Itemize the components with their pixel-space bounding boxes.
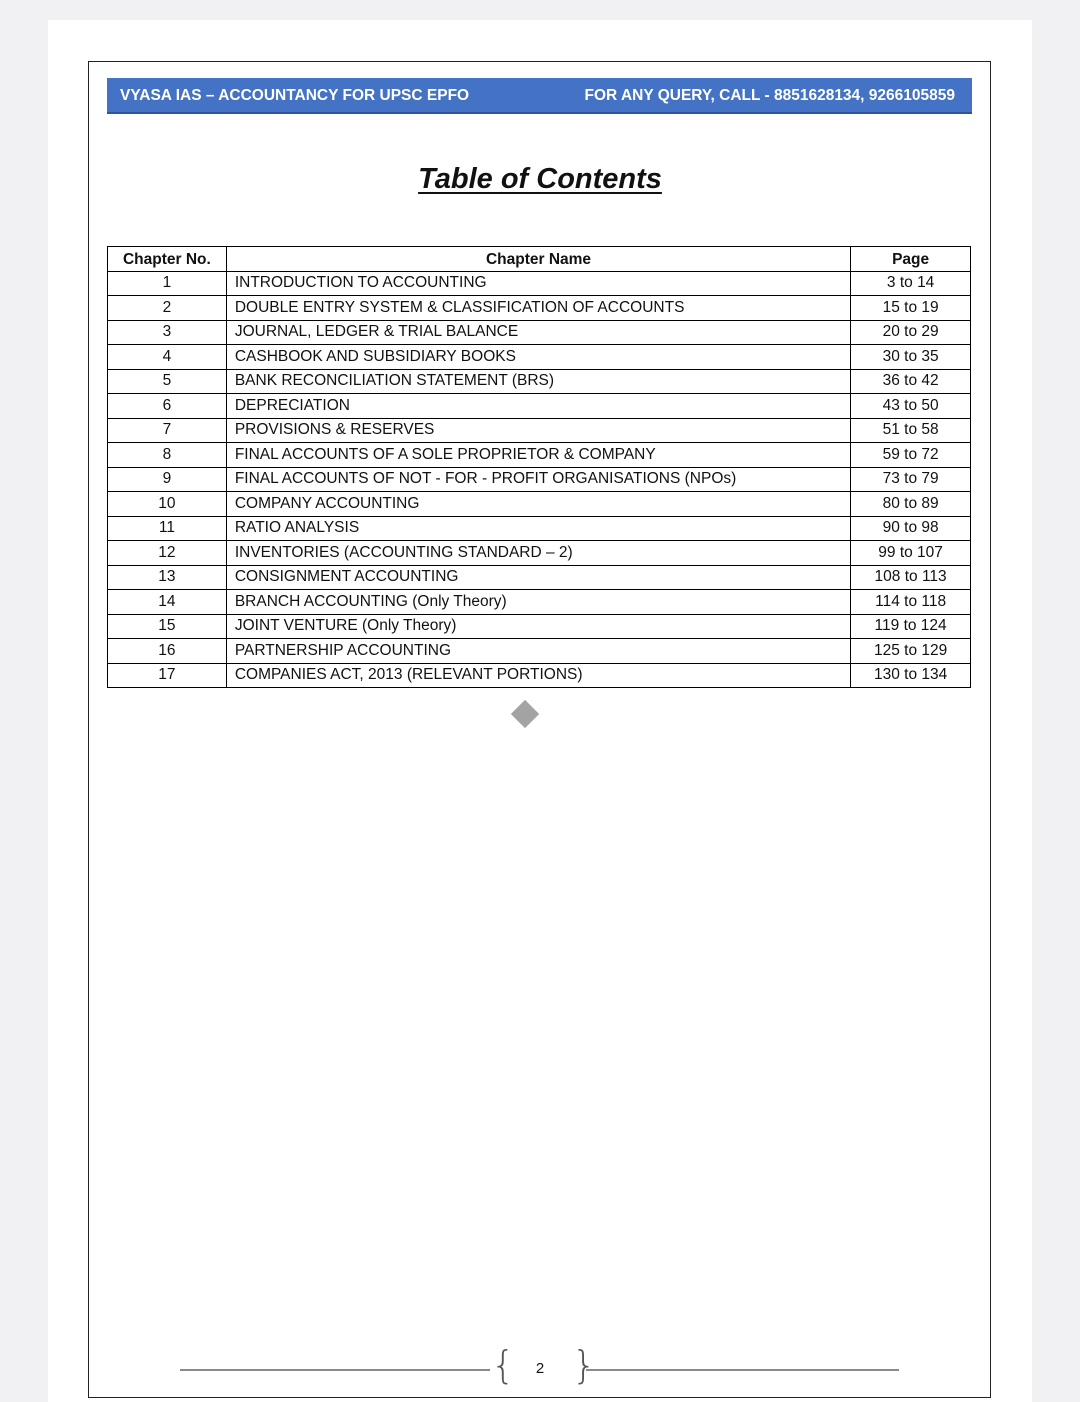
chapter-no-cell: 14 [108, 590, 227, 615]
header-chapter-name: Chapter Name [226, 247, 850, 272]
chapter-name-cell: INVENTORIES (ACCOUNTING STANDARD – 2) [226, 541, 850, 566]
page-range-cell: 73 to 79 [851, 467, 971, 492]
table-row [108, 271, 971, 296]
table-row [108, 639, 971, 664]
table-row [108, 565, 971, 590]
chapter-name-cell: DEPRECIATION [226, 394, 850, 419]
page-range-cell: 3 to 14 [851, 271, 971, 296]
chapter-name-cell: FINAL ACCOUNTS OF A SOLE PROPRIETOR & COMPANY [226, 443, 850, 468]
table-row [108, 394, 971, 419]
page-range-cell: 30 to 35 [851, 345, 971, 370]
chapter-name-cell: COMPANIES ACT, 2013 (RELEVANT PORTIONS) [226, 663, 850, 688]
chapter-no-cell: 12 [108, 541, 227, 566]
chapter-no-cell: 11 [108, 516, 227, 541]
page-range-cell: 20 to 29 [851, 320, 971, 345]
table-row [108, 541, 971, 566]
page-range-cell: 43 to 50 [851, 394, 971, 419]
chapter-no-cell: 16 [108, 639, 227, 664]
chapter-no-cell: 10 [108, 492, 227, 517]
page-number: 2 [535, 1360, 545, 1377]
page-range-cell: 90 to 98 [851, 516, 971, 541]
page-range-cell: 80 to 89 [851, 492, 971, 517]
page-range-cell: 51 to 58 [851, 418, 971, 443]
chapter-name-cell: CASHBOOK AND SUBSIDIARY BOOKS [226, 345, 850, 370]
right-brace-icon: } [572, 1343, 597, 1387]
page-range-cell: 119 to 124 [851, 614, 971, 639]
header-left-text: VYASA IAS – ACCOUNTANCY FOR UPSC EPFO [120, 87, 470, 104]
chapter-no-cell: 15 [108, 614, 227, 639]
table-row [108, 369, 971, 394]
chapter-name-cell: BRANCH ACCOUNTING (Only Theory) [226, 590, 850, 615]
table-row [108, 345, 971, 370]
chapter-name-cell: DOUBLE ENTRY SYSTEM & CLASSIFICATION OF ACCOUNTS [226, 296, 850, 321]
table-row [108, 663, 971, 688]
page-range-cell: 114 to 118 [851, 590, 971, 615]
chapter-name-cell: JOINT VENTURE (Only Theory) [226, 614, 850, 639]
left-brace-icon: { [491, 1343, 516, 1387]
chapter-no-cell: 13 [108, 565, 227, 590]
toc-body [108, 271, 971, 688]
table-row [108, 516, 971, 541]
footer-divider-right [586, 1369, 899, 1371]
table-row [108, 296, 971, 321]
chapter-no-cell: 17 [108, 663, 227, 688]
chapter-name-cell: FINAL ACCOUNTS OF NOT - FOR - PROFIT ORGANISATIONS (NPOs) [226, 467, 850, 492]
table-header-row [108, 247, 971, 272]
header-contact-text: FOR ANY QUERY, CALL - 8851628134, 9266105859 [584, 87, 955, 104]
chapter-name-cell: PROVISIONS & RESERVES [226, 418, 850, 443]
table-row [108, 467, 971, 492]
chapter-name-cell: RATIO ANALYSIS [226, 516, 850, 541]
page-range-cell: 99 to 107 [851, 541, 971, 566]
page-range-cell: 15 to 19 [851, 296, 971, 321]
chapter-no-cell: 7 [108, 418, 227, 443]
page-range-cell: 108 to 113 [851, 565, 971, 590]
header-chapter-no: Chapter No. [108, 247, 227, 272]
page-range-cell: 59 to 72 [851, 443, 971, 468]
chapter-no-cell: 2 [108, 296, 227, 321]
table-row [108, 320, 971, 345]
chapter-name-cell: INTRODUCTION TO ACCOUNTING [226, 271, 850, 296]
table-row [108, 492, 971, 517]
header-bar [107, 78, 972, 114]
page-range-cell: 130 to 134 [851, 663, 971, 688]
page-range-cell: 125 to 129 [851, 639, 971, 664]
chapter-name-cell: COMPANY ACCOUNTING [226, 492, 850, 517]
table-row [108, 443, 971, 468]
page-title: Table of Contents [418, 163, 662, 195]
table-row [108, 614, 971, 639]
chapter-name-cell: PARTNERSHIP ACCOUNTING [226, 639, 850, 664]
table-row [108, 590, 971, 615]
chapter-no-cell: 4 [108, 345, 227, 370]
chapter-name-cell: CONSIGNMENT ACCOUNTING [226, 565, 850, 590]
toc-table [107, 246, 971, 688]
page-range-cell: 36 to 42 [851, 369, 971, 394]
chapter-no-cell: 1 [108, 271, 227, 296]
table-row [108, 418, 971, 443]
chapter-no-cell: 3 [108, 320, 227, 345]
chapter-no-cell: 6 [108, 394, 227, 419]
header-page: Page [851, 247, 971, 272]
chapter-no-cell: 9 [108, 467, 227, 492]
chapter-name-cell: BANK RECONCILIATION STATEMENT (BRS) [226, 369, 850, 394]
chapter-no-cell: 8 [108, 443, 227, 468]
chapter-no-cell: 5 [108, 369, 227, 394]
footer-divider-left [180, 1369, 490, 1371]
chapter-name-cell: JOURNAL, LEDGER & TRIAL BALANCE [226, 320, 850, 345]
